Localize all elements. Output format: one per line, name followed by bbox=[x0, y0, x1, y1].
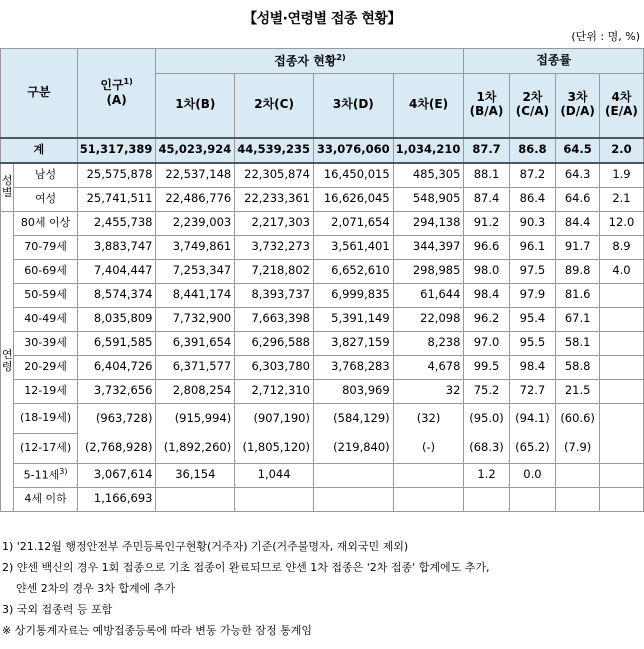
table-row-sub-12-17: (12-17세) (2,768,928) (1,892,260) (1,805,120) (219,840) (-) (68.3) (65.2) (7.9) bbox=[1, 433, 644, 463]
table-row: 30-39세 6,591,585 6,391,654 6,296,588 3,827,159 8,238 97.0 95.5 58.1 bbox=[1, 331, 644, 355]
footnotes bbox=[2, 536, 489, 641]
header-category: 구분 bbox=[1, 49, 78, 138]
footnote-1: 1) '21.12월 행정안전부 주민등록인구현황(거주자) 기준(거주불명자, 재외국민 제외) bbox=[2, 540, 409, 553]
age-group-label: 연령 bbox=[1, 211, 14, 511]
table-row: 70-79세 3,883,747 3,749,861 3,732,273 3,561,401 344,397 96.6 96.1 91.7 8.9 bbox=[1, 235, 644, 259]
table-row-5-11: 5-11세$^{3)}$ 3,067,614 36,154 1,044 1.2 0.0 bbox=[1, 463, 644, 487]
vaccination-table bbox=[0, 48, 644, 512]
table-row: 성별 남성 25,575,878 22,537,148 22,305,874 16,450,015 485,305 88.1 87.2 64.3 1.9 bbox=[1, 163, 644, 188]
table-row: 여성 25,741,511 22,486,776 22,233,361 16,626,045 548,905 87.4 86.4 64.6 2.1 bbox=[1, 187, 644, 211]
table-row: 연령 80세 이상 2,455,738 2,239,003 2,217,303 2,071,654 294,138 91.2 90.3 84.4 12.0 bbox=[1, 211, 644, 235]
table-row: 50-59세 8,574,374 8,441,174 8,393,737 6,999,835 61,644 98.4 97.9 81.6 bbox=[1, 283, 644, 307]
header-rate1: 1차 (B/A) bbox=[464, 74, 509, 138]
header-rate-group: 접종률 bbox=[464, 49, 644, 74]
table-row: 40-49세 8,035,809 7,732,900 7,663,398 5,391,149 22,098 96.2 95.4 67.1 bbox=[1, 307, 644, 331]
footnote-3: 3) 국외 접종력 등 포함 bbox=[2, 603, 113, 616]
table-row: 20-29세 6,404,726 6,371,577 6,303,780 3,768,283 4,678 99.5 98.4 58.8 bbox=[1, 355, 644, 379]
header-dose2: 2차(C) bbox=[235, 74, 314, 138]
footnote-2: 2) 얀센 백신의 경우 1회 접종으로 기초 접종이 완료되므로 얀센 1차 접종은 '2차 접종' 합계에도 추가, bbox=[2, 561, 490, 574]
header-vaccinated-group: 접종자 현황$^{2)}$ bbox=[156, 49, 464, 74]
table-row: 60-69세 7,404,447 7,253,347 7,218,802 6,652,610 298,985 98.0 97.5 89.8 4.0 bbox=[1, 259, 644, 283]
header-dose4: 4차(E) bbox=[393, 74, 464, 138]
sex-group-label: 성별 bbox=[1, 163, 14, 212]
table-row: 12-19세 3,732,656 2,808,254 2,712,310 803,969 32 75.2 72.7 21.5 bbox=[1, 379, 644, 403]
unit-label: (단위 : 명, %) bbox=[571, 30, 640, 43]
footnote-disclaimer: ※ 상기통계자료는 예방접종등록에 따라 변동 가능한 잠정 통계임 bbox=[2, 624, 312, 637]
header-dose1: 1차(B) bbox=[156, 74, 235, 138]
header-dose3: 3차(D) bbox=[313, 74, 393, 138]
header-rate4: 4차 (E/A) bbox=[599, 74, 643, 138]
header-rate3: 3차 (D/A) bbox=[556, 74, 600, 138]
table-row-sub-18-19: (18-19세) (963,728) (915,994) (907,190) (584,129) (32) (95.0) (94.1) (60.6) bbox=[1, 403, 644, 433]
table-row-under-4: 4세 이하 1,166,693 bbox=[1, 487, 644, 511]
header-rate2: 2차 (C/A) bbox=[509, 74, 556, 138]
table-row-total: 계 51,317,389 45,023,924 44,539,235 33,076,060 1,034,210 87.7 86.8 64.5 2.0 bbox=[1, 138, 644, 163]
table-title: 【성별·연령별 접종 현황】 bbox=[243, 11, 401, 27]
header-population: 인구$^{1)}$ (A) bbox=[77, 49, 156, 138]
footnote-2-cont: 얀센 2차의 경우 3차 합계에 추가 bbox=[2, 582, 175, 595]
